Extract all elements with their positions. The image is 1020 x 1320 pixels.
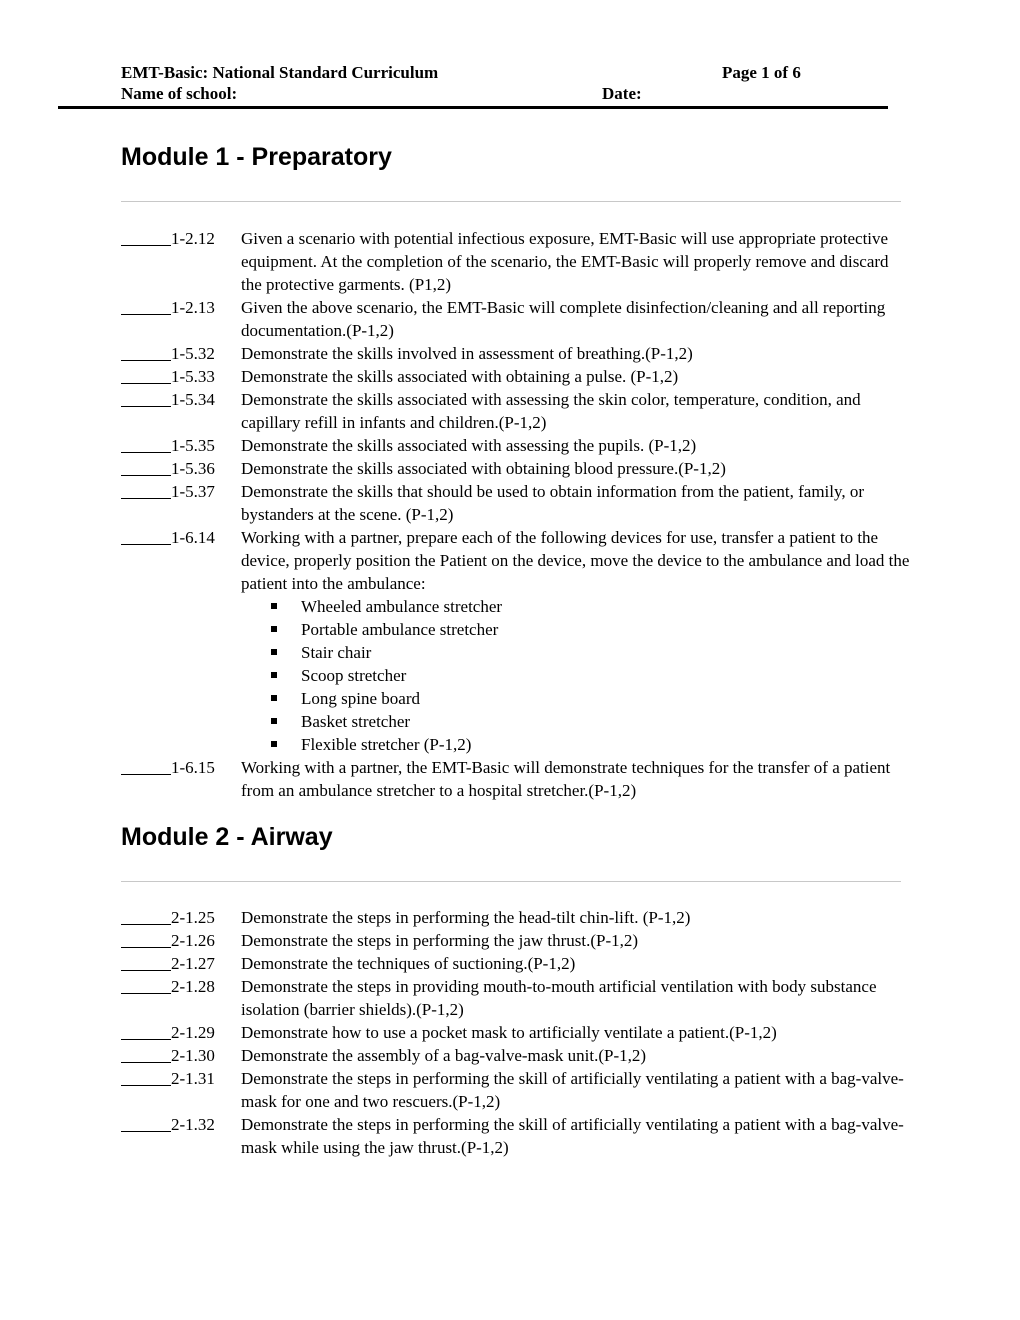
device-name: Wheeled ambulance stretcher bbox=[301, 597, 503, 616]
objective-text bbox=[241, 526, 911, 756]
objective-code: 1-5.37 bbox=[171, 482, 215, 501]
completion-blank[interactable] bbox=[121, 952, 171, 971]
objective-code: 1-6.14 bbox=[171, 528, 215, 547]
square-bullet-icon bbox=[271, 649, 277, 655]
objective-description: Demonstrate the steps in performing the skill of artificially ventilating a patient with a bag-valve-mask while using the jaw thrust.(P-1,2) bbox=[241, 1115, 904, 1157]
objective-description: Working with a partner, prepare each of the following devices for use, transfer a patient to the device, properly position the Patient on the device, move the device to the ambulance and load the patient into the ambulance: bbox=[241, 528, 910, 593]
objective-code: 2-1.31 bbox=[171, 1069, 215, 1088]
objective-item bbox=[121, 1044, 911, 1067]
objective-code: 1-5.34 bbox=[171, 390, 215, 409]
objective-code: 2-1.29 bbox=[171, 1023, 215, 1042]
completion-blank[interactable] bbox=[121, 1113, 171, 1132]
objective-text bbox=[241, 457, 911, 480]
objective-text bbox=[241, 952, 911, 975]
objective-item bbox=[121, 365, 911, 388]
completion-blank[interactable] bbox=[121, 1021, 171, 1040]
completion-blank[interactable] bbox=[121, 342, 171, 361]
objective-item bbox=[121, 388, 911, 434]
module-2-divider bbox=[121, 881, 901, 882]
objective-code: 2-1.30 bbox=[171, 1046, 215, 1065]
device-name: Scoop stretcher bbox=[301, 666, 407, 685]
device-name: Flexible stretcher (P-1,2) bbox=[301, 735, 472, 754]
objective-text bbox=[241, 1021, 911, 1044]
module-2-heading: Module 2 - Airway bbox=[121, 823, 333, 851]
completion-blank[interactable] bbox=[121, 227, 171, 246]
device-list-item bbox=[241, 641, 911, 664]
objective-description: Demonstrate the skills associated with assessing the skin color, temperature, condition, and capillary refill in infants and children.(P-1,2) bbox=[241, 390, 861, 432]
objective-code: 1-6.15 bbox=[171, 758, 215, 777]
module-1-divider bbox=[121, 201, 901, 202]
completion-blank[interactable] bbox=[121, 457, 171, 476]
objective-text bbox=[241, 756, 911, 802]
objective-item bbox=[121, 457, 911, 480]
square-bullet-icon bbox=[271, 626, 277, 632]
objective-item bbox=[121, 480, 911, 526]
device-list-item bbox=[241, 618, 911, 641]
device-name: Stair chair bbox=[301, 643, 372, 662]
square-bullet-icon bbox=[271, 672, 277, 678]
objective-item bbox=[121, 434, 911, 457]
module-1-heading: Module 1 - Preparatory bbox=[121, 143, 392, 171]
completion-blank[interactable] bbox=[121, 929, 171, 948]
objective-item bbox=[121, 1113, 911, 1159]
objective-description: Demonstrate how to use a pocket mask to artificially ventilate a patient.(P-1,2) bbox=[241, 1023, 777, 1042]
completion-blank[interactable] bbox=[121, 1044, 171, 1063]
objective-description: Given a scenario with potential infectious exposure, EMT-Basic will use appropriate protective equipment. At the completion of the scenario, the EMT-Basic will properly remove and discard the protective garments. (P1,2) bbox=[241, 229, 889, 294]
objective-code: 1-5.35 bbox=[171, 436, 215, 455]
objective-description: Demonstrate the assembly of a bag-valve-mask unit.(P-1,2) bbox=[241, 1046, 647, 1065]
completion-blank[interactable] bbox=[121, 1067, 171, 1086]
device-list-item bbox=[241, 664, 911, 687]
header-row-bottom bbox=[58, 84, 888, 105]
objective-text bbox=[241, 365, 911, 388]
date-label: Date: bbox=[602, 84, 642, 103]
device-list-item bbox=[241, 595, 911, 618]
completion-blank[interactable] bbox=[121, 296, 171, 315]
objective-description: Demonstrate the skills associated with assessing the pupils. (P-1,2) bbox=[241, 436, 697, 455]
completion-blank[interactable] bbox=[121, 975, 171, 994]
objective-item bbox=[121, 342, 911, 365]
page-header bbox=[58, 63, 888, 109]
device-name: Long spine board bbox=[301, 689, 420, 708]
objective-code: 2-1.28 bbox=[171, 977, 215, 996]
module-2-objectives bbox=[121, 906, 911, 1159]
objective-code: 2-1.25 bbox=[171, 908, 215, 927]
objective-description: Demonstrate the steps in performing the jaw thrust.(P-1,2) bbox=[241, 931, 639, 950]
objective-code: 1-5.32 bbox=[171, 344, 215, 363]
device-name: Basket stretcher bbox=[301, 712, 411, 731]
objective-description: Given the above scenario, the EMT-Basic will complete disinfection/cleaning and all reporting documentation.(P-1,2) bbox=[241, 298, 886, 340]
device-name: Portable ambulance stretcher bbox=[301, 620, 499, 639]
objective-item bbox=[121, 952, 911, 975]
device-list-item bbox=[241, 687, 911, 710]
objective-item bbox=[121, 1067, 911, 1113]
square-bullet-icon bbox=[271, 718, 277, 724]
module-1-objectives bbox=[121, 227, 911, 802]
objective-code: 2-1.32 bbox=[171, 1115, 215, 1134]
completion-blank[interactable] bbox=[121, 480, 171, 499]
completion-blank[interactable] bbox=[121, 526, 171, 545]
objective-description: Demonstrate the skills involved in assessment of breathing.(P-1,2) bbox=[241, 344, 693, 363]
objective-item bbox=[121, 227, 911, 296]
objective-text bbox=[241, 929, 911, 952]
square-bullet-icon bbox=[271, 603, 277, 609]
objective-description: Demonstrate the steps in providing mouth-to-mouth artificial ventilation with body substance isolation (barrier shields).(P-1,2) bbox=[241, 977, 877, 1019]
objective-text bbox=[241, 906, 911, 929]
objective-code: 1-5.33 bbox=[171, 367, 215, 386]
objective-code: 2-1.27 bbox=[171, 954, 215, 973]
objective-description: Demonstrate the techniques of suctioning.(P-1,2) bbox=[241, 954, 576, 973]
objective-text bbox=[241, 296, 911, 342]
objective-code: 2-1.26 bbox=[171, 931, 215, 950]
objective-item bbox=[121, 975, 911, 1021]
objective-description: Demonstrate the steps in performing the head-tilt chin-lift. (P-1,2) bbox=[241, 908, 691, 927]
objective-text bbox=[241, 227, 911, 296]
objective-text bbox=[241, 1113, 911, 1159]
document-title: EMT-Basic: National Standard Curriculum bbox=[121, 63, 439, 82]
page-number: Page 1 of 6 bbox=[722, 63, 801, 82]
objective-text bbox=[241, 388, 911, 434]
objective-item bbox=[121, 526, 911, 756]
objective-code: 1-2.12 bbox=[171, 229, 215, 248]
school-name-label: Name of school: bbox=[121, 84, 238, 103]
device-list-item bbox=[241, 710, 911, 733]
objective-text bbox=[241, 1067, 911, 1113]
completion-blank[interactable] bbox=[121, 388, 171, 407]
completion-blank[interactable] bbox=[121, 756, 171, 775]
square-bullet-icon bbox=[271, 741, 277, 747]
objective-item bbox=[121, 296, 911, 342]
completion-blank[interactable] bbox=[121, 906, 171, 925]
objective-description: Demonstrate the steps in performing the skill of artificially ventilating a patient with a bag-valve-mask for one and two rescuers.(P-1,2) bbox=[241, 1069, 904, 1111]
objective-text bbox=[241, 434, 911, 457]
objective-description: Demonstrate the skills associated with obtaining blood pressure.(P-1,2) bbox=[241, 459, 726, 478]
header-row-top bbox=[58, 63, 888, 84]
objective-text bbox=[241, 975, 911, 1021]
objective-description: Working with a partner, the EMT-Basic will demonstrate techniques for the transfer of a patient from an ambulance stretcher to a hospital stretcher.(P-1,2) bbox=[241, 758, 891, 800]
objective-text bbox=[241, 480, 911, 526]
objective-code: 1-2.13 bbox=[171, 298, 215, 317]
objective-code: 1-5.36 bbox=[171, 459, 215, 478]
device-list-item bbox=[241, 733, 911, 756]
objective-text bbox=[241, 1044, 911, 1067]
objective-item bbox=[121, 756, 911, 802]
objective-text bbox=[241, 342, 911, 365]
objective-description: Demonstrate the skills that should be used to obtain information from the patient, family, or bystanders at the scene. (P-1,2) bbox=[241, 482, 865, 524]
device-list bbox=[241, 595, 911, 756]
square-bullet-icon bbox=[271, 695, 277, 701]
objective-item bbox=[121, 929, 911, 952]
objective-description: Demonstrate the skills associated with obtaining a pulse. (P-1,2) bbox=[241, 367, 679, 386]
objective-item bbox=[121, 906, 911, 929]
objective-item bbox=[121, 1021, 911, 1044]
completion-blank[interactable] bbox=[121, 434, 171, 453]
completion-blank[interactable] bbox=[121, 365, 171, 384]
